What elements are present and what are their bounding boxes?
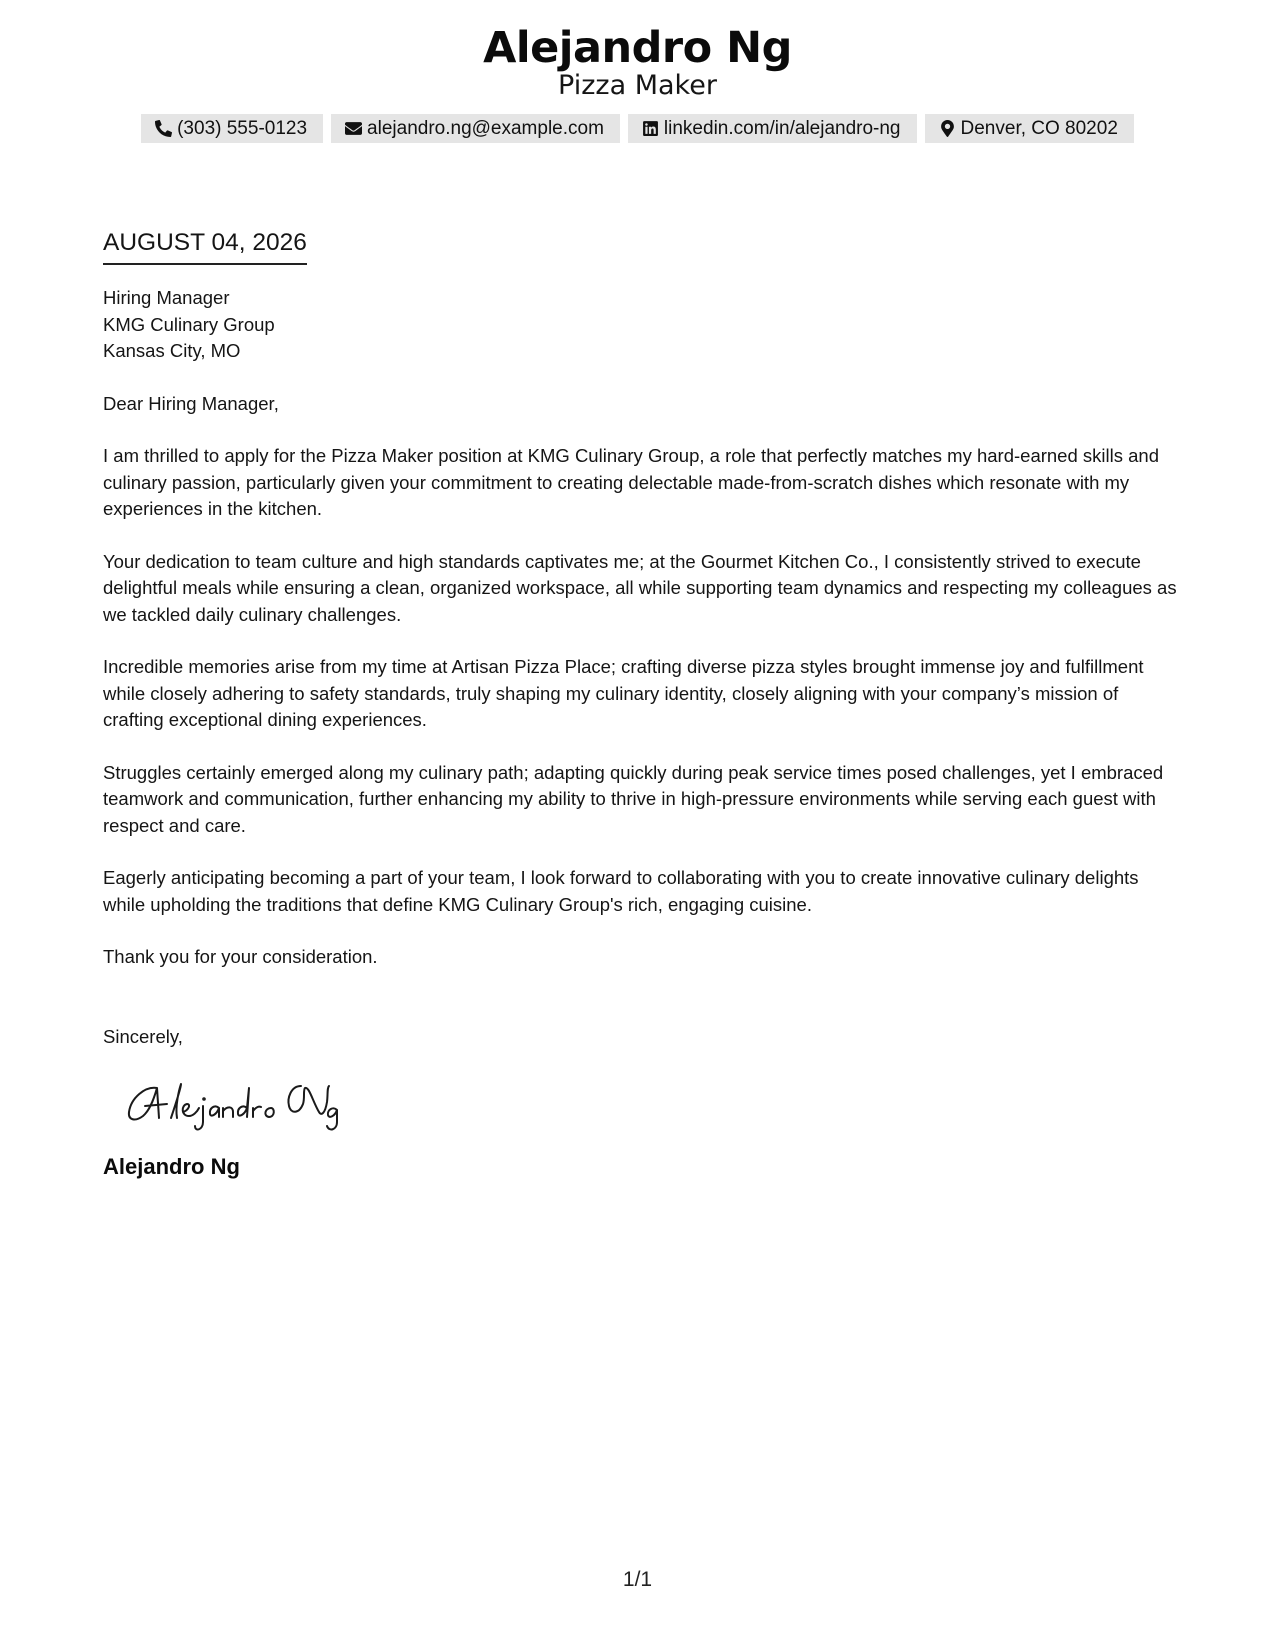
- body-paragraph: Eagerly anticipating becoming a part of your team, I look forward to collaborating with you to create innovative culinary delights while upholding the traditions that define KMG Culinary Group's rich, engaging cuisine.: [103, 867, 1139, 915]
- contact-linkedin-text: linkedin.com/in/alejandro-ng: [663, 117, 901, 139]
- recipient-title: Hiring Manager: [103, 287, 230, 308]
- phone-icon: [155, 120, 172, 137]
- envelope-icon: [345, 120, 362, 137]
- thank-you-line: Thank you for your consideration.: [103, 946, 378, 967]
- body-paragraph: Struggles certainly emerged along my culinary path; adapting quickly during peak service times posed challenges, yet I embraced teamwork and communication, further enhancing my ability to thrive in high-pressure environments while serving each guest with respect and care.: [103, 761, 1164, 836]
- signer-name: Alejandro Ng: [103, 1154, 240, 1179]
- letter-date: AUGUST 04, 2026: [103, 226, 307, 265]
- contact-linkedin[interactable]: [628, 114, 917, 143]
- body-paragraph: Incredible memories arise from my time at Artisan Pizza Place; crafting diverse pizza styles brought immense joy and fulfillment while closely adhering to safety standards, truly shaping my culinary identity, closely aligning with your company’s mission of crafting exceptional dining experiences.: [103, 656, 1144, 730]
- contact-phone[interactable]: [141, 114, 323, 143]
- contact-location-text: Denver, CO 80202: [960, 117, 1118, 139]
- recipient-company: KMG Culinary Group: [103, 313, 275, 335]
- body-paragraph: I am thrilled to apply for the Pizza Maker position at KMG Culinary Group, a role that perfectly matches my hard-earned skills and culinary passion, particularly given your commitment to creating delectable made-from-scratch dishes which resonate with my experiences in the kitchen.: [103, 445, 1159, 519]
- contact-email-text: alejandro.ng@example.com: [367, 117, 604, 139]
- applicant-name: Alejandro Ng: [483, 23, 792, 73]
- linkedin-icon: [642, 120, 659, 137]
- recipient-location: Kansas City, MO: [103, 340, 241, 361]
- contact-phone-text: (303) 555-0123: [177, 117, 308, 139]
- salutation: Dear Hiring Manager,: [103, 392, 279, 414]
- body-paragraph: Your dedication to team culture and high standards captivates me; at the Gourmet Kitchen Co., I consistently strived to execute delightful meals while ensuring a clean, organized workspace, all while supporting team dynamics and respecting my colleagues as we tackled daily culinary challenges.: [103, 550, 1177, 625]
- contact-location[interactable]: [925, 114, 1134, 143]
- job-title: Pizza Maker: [558, 70, 717, 101]
- contact-bar: [0, 114, 1275, 143]
- closing: Sincerely,: [103, 1025, 183, 1047]
- recipient-block: [103, 285, 1183, 365]
- map-pin-icon: [939, 120, 956, 137]
- contact-email[interactable]: [331, 114, 620, 143]
- page-number: 1/1: [622, 1568, 653, 1591]
- letter-header: [0, 22, 1275, 143]
- handwritten-signature: [123, 1074, 1183, 1134]
- letter-body: [103, 226, 1183, 1182]
